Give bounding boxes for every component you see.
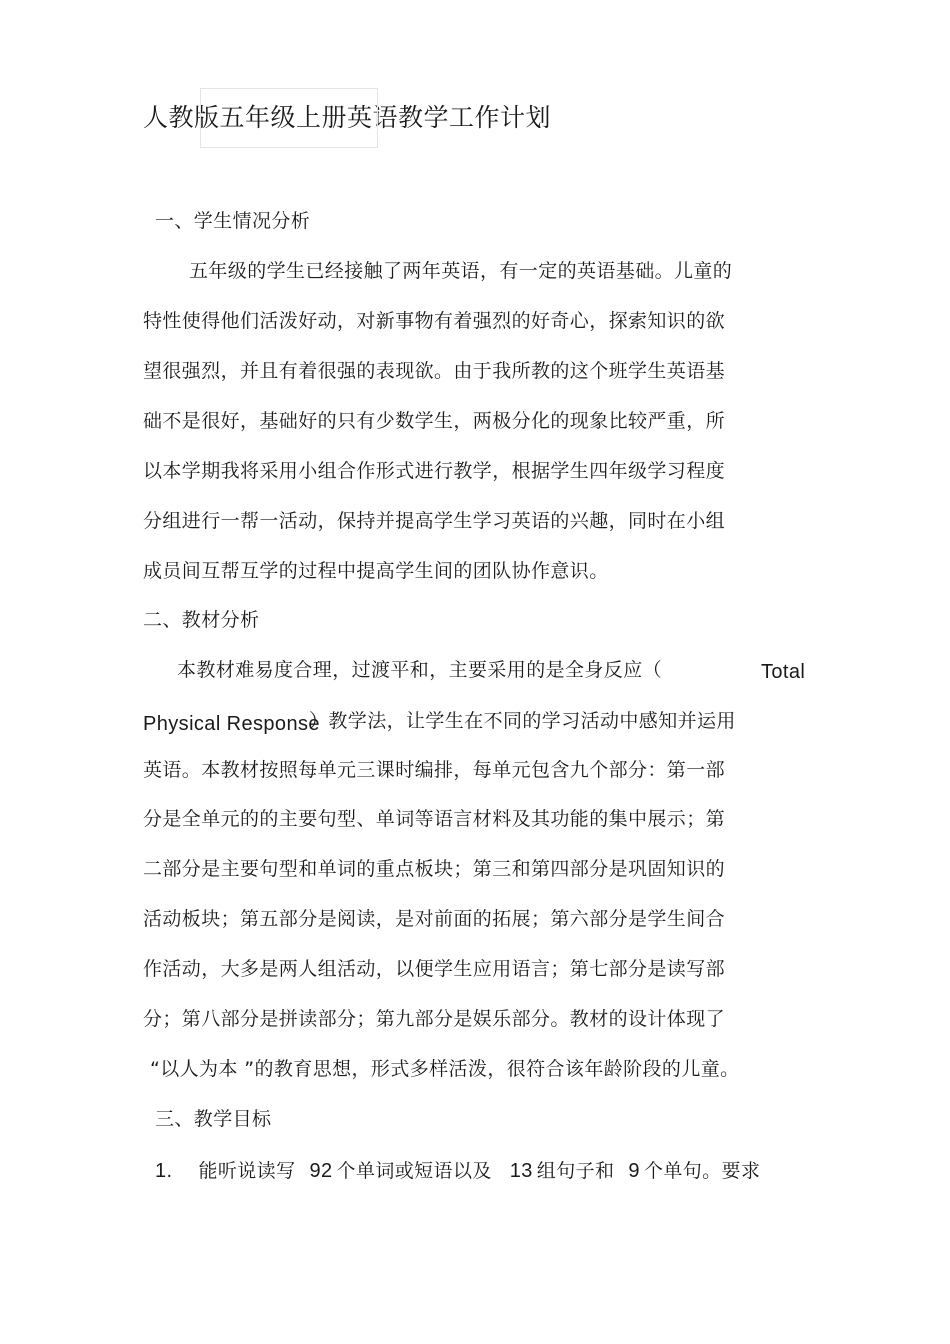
title-frame — [200, 88, 378, 148]
paragraph-line: 分；第八部分是拼读部分；第九部分是娱乐部分。教材的设计体现了 — [143, 1008, 726, 1030]
paragraph-line: 活动板块；第五部分是阅读，是对前面的拓展；第六部分是学生间合 — [143, 908, 726, 930]
paragraph-line: ）教学法，让学生在不同的学习活动中感知并运用 — [309, 710, 736, 732]
list-item-number-value: 13 — [509, 1160, 533, 1182]
paragraph-line: “以人为本 ”的教育思想，形式多样活泼，很符合该年龄阶段的儿童。 — [150, 1058, 740, 1080]
paragraph-line: 分是全单元的的主要句型、单词等语言材料及其功能的集中展示；第 — [143, 808, 726, 830]
paragraph-line: 本教材难易度合理，过渡平和，主要采用的是全身反应（ — [177, 659, 663, 681]
paragraph-latin-phrase: Physical Response — [143, 713, 320, 735]
paragraph-line: 以本学期我将采用小组合作形式进行教学，根据学生四年级学习程度 — [143, 460, 726, 482]
list-item-text: 个单词或短语以及 — [336, 1160, 492, 1182]
paragraph-line: 础不是很好，基础好的只有少数学生，两极分化的现象比较严重，所 — [143, 410, 726, 432]
paragraph-line: 五年级的学生已经接触了两年英语，有一定的英语基础。儿童的 — [189, 260, 733, 282]
paragraph-line: 特性使得他们活泼好动，对新事物有着强烈的好奇心，探索知识的欲 — [143, 310, 726, 332]
section-heading-1: 一、学生情况分析 — [155, 210, 311, 232]
list-item-text: 个单句。要求 — [643, 1160, 761, 1182]
list-item-number-value: 92 — [309, 1160, 333, 1182]
paragraph-line: 英语。本教材按照每单元三课时编排，每单元包含九个部分：第一部 — [143, 759, 726, 781]
paragraph-line: 成员间互帮互学的过程中提高学生间的团队协作意识。 — [143, 560, 609, 582]
paragraph-latin-word: Total — [761, 661, 806, 683]
paragraph-line: 作活动，大多是两人组活动，以便学生应用语言；第七部分是读写部 — [143, 958, 726, 980]
section-heading-2: 二、教材分析 — [143, 609, 260, 631]
list-item-1 — [155, 1158, 760, 1184]
document-title: 人教版五年级上册英语教学工作计划 — [143, 103, 552, 132]
list-item-number: 1. — [155, 1160, 173, 1182]
paragraph-line: 二部分是主要句型和单词的重点板块；第三和第四部分是巩固知识的 — [143, 858, 726, 880]
paragraph-line: 望很强烈，并且有着很强的表现欲。由于我所教的这个班学生英语基 — [143, 360, 726, 382]
list-item-text: 组句子和 — [536, 1160, 615, 1182]
list-item-text: 能听说读写 — [198, 1160, 296, 1182]
paragraph-line: 分组进行一帮一活动，保持并提高学生学习英语的兴趣，同时在小组 — [143, 510, 726, 532]
section-heading-3: 三、教学目标 — [155, 1108, 272, 1130]
list-item-number-value: 9 — [628, 1160, 640, 1182]
